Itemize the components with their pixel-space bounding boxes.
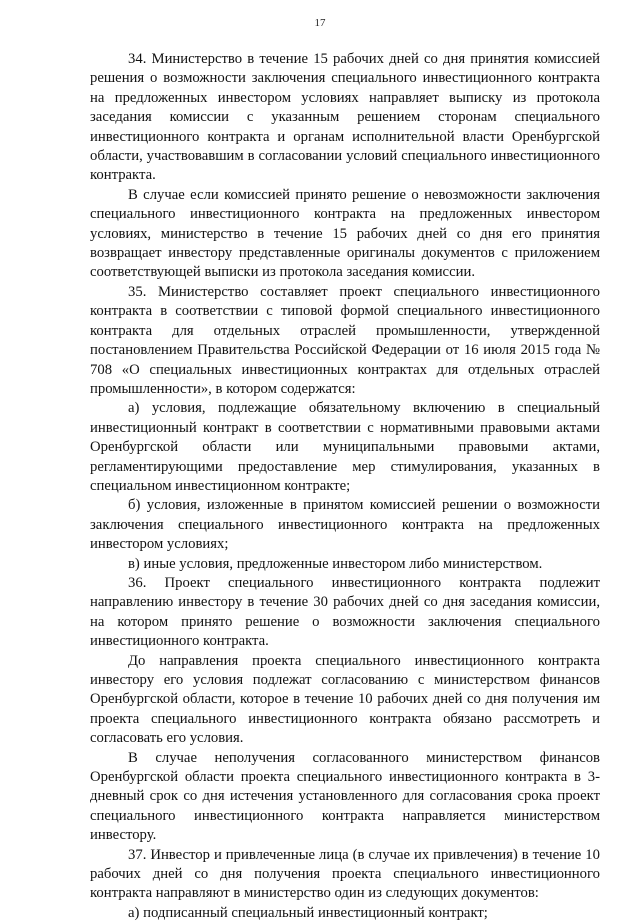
paragraph-36-nonreceipt: В случае неполучения согласованного министерством финансов Оренбургской области проекта специального инвестиционного контракта в 3-дневный срок со дня истечения установленного для согласования срока проект специального инвестиционного контракта направляется министерством инвестору.	[90, 749, 600, 844]
paragraph-36-approval: До направления проекта специального инвестиционного контракта инвестору его условия подлежат согласованию с министерством финансов Оренбургской области, которое в течение 10 рабочих дней со дня получения им проекта специального инвестиционного контракта обязано рассмотреть и согласовать его условия.	[90, 652, 600, 747]
paragraph-35-item-a: а) условия, подлежащие обязательному включению в специальный инвестиционный контракт в соответствии с нормативными правовыми актами Оренбургской области или муниципальными правовыми актами, регламентирующими предоставление мер стимулирования, указанных в специальном инвестиционном контракте;	[90, 400, 600, 494]
paragraph-35: 35. Министерство составляет проект специального инвестиционного контракта в соответствии с типовой формой специального инвестиционного контракта для отдельных отраслей промышленности, утвержденной постановлением Правительства Российской Федерации от 16 июля 2015 года № 708 «О специальных инвестиционных контрактах для отдельных отраслей промышленности», в котором содержатся:	[90, 283, 600, 397]
paragraph-37: 37. Инвестор и привлеченные лица (в случае их привлечения) в течение 10 рабочих дней со дня получения проекта специального инвестиционного контракта направляют в министерство один из следующих документов:	[90, 846, 600, 902]
paragraph-35-item-c: в) иные условия, предложенные инвестором либо министерством.	[128, 555, 543, 572]
document-body	[90, 50, 600, 923]
page-number: 17	[314, 17, 326, 29]
paragraph-36: 36. Проект специального инвестиционного контракта подлежит направлению инвестору в течение 30 рабочих дней со дня заседания комиссии, на котором принято решение о возможности заключения специального инвестиционного контракта.	[90, 574, 600, 650]
paragraph-35-item-b: б) условия, изложенные в принятом комиссией решении о возможности заключения специального инвестиционного контракта на предложенных инвестором условиях;	[90, 497, 600, 553]
paragraph-37-item-a: а) подписанный специальный инвестиционный контракт;	[128, 904, 488, 921]
paragraph-34: 34. Министерство в течение 15 рабочих дней со дня принятия комиссией решения о возможности заключения специального инвестиционного контракта на предложенных инвестором условиях направляет выписку из протокола заседания комиссии с указанным решением сторонам специального инвестиционного контракта и органам исполнительной власти Оренбургской области, участвовавшим в согласовании условий специального инвестиционного контракта.	[90, 51, 600, 184]
paragraph-34-rejection: В случае если комиссией принято решение о невозможности заключения специального инвестиционного контракта на предложенных инвестором условиях, министерство в течение 15 рабочих дней со дня его принятия возвращает инвестору представленные оригиналы документов с приложением соответствующей выписки из протокола заседания комиссии.	[90, 186, 600, 281]
